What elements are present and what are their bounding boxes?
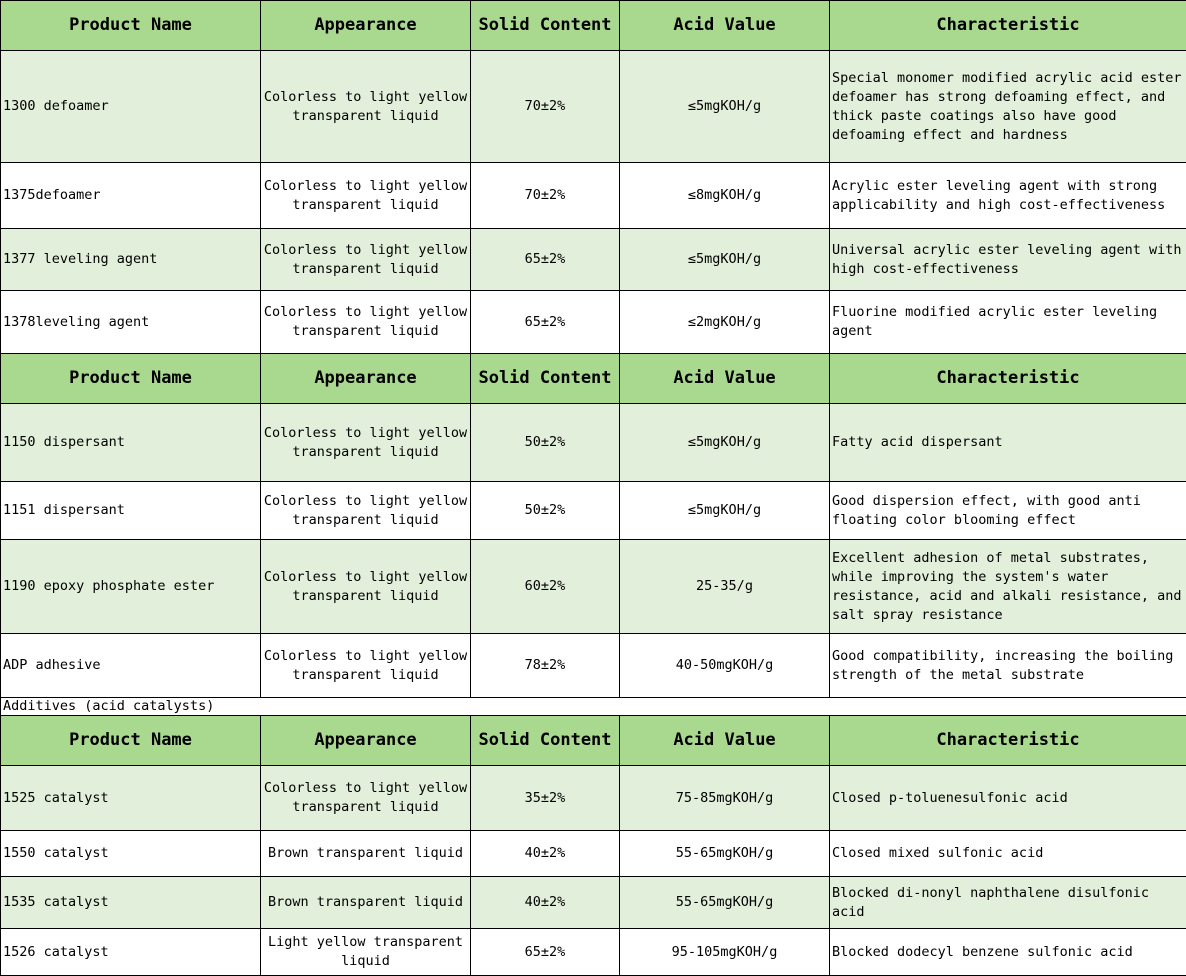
acid-value-cell: 40-50mgKOH/g — [620, 634, 830, 698]
header-solid-content: Solid Content — [471, 1, 620, 51]
header-solid-content: Solid Content — [471, 716, 620, 766]
appearance-cell: Brown transparent liquid — [261, 877, 471, 929]
section-title-row — [1, 698, 1186, 716]
header-appearance: Appearance — [261, 354, 471, 404]
appearance-cell: Colorless to light yellow transparent liquid — [261, 766, 471, 831]
acid-value-cell: 25-35/g — [620, 540, 830, 634]
product-name-cell: ADP adhesive — [1, 634, 261, 698]
characteristic-cell: Acrylic ester leveling agent with strong applicability and high cost-effectiveness — [830, 163, 1186, 229]
characteristic-cell: Good dispersion effect, with good anti floating color blooming effect — [830, 482, 1186, 540]
solid-content-cell: 70±2% — [471, 163, 620, 229]
section-title: Additives (acid catalysts) — [1, 698, 1186, 716]
appearance-cell: Colorless to light yellow transparent liquid — [261, 482, 471, 540]
appearance-cell: Colorless to light yellow transparent liquid — [261, 540, 471, 634]
table-row — [1, 229, 1186, 291]
product-name-cell: 1526 catalyst — [1, 929, 261, 976]
acid-value-cell: ≤8mgKOH/g — [620, 163, 830, 229]
solid-content-cell: 70±2% — [471, 51, 620, 163]
table-row — [1, 291, 1186, 354]
appearance-cell: Colorless to light yellow transparent liquid — [261, 51, 471, 163]
acid-value-cell: 55-65mgKOH/g — [620, 877, 830, 929]
appearance-cell: Colorless to light yellow transparent liquid — [261, 291, 471, 354]
acid-value-cell: 55-65mgKOH/g — [620, 831, 830, 877]
product-name-cell: 1151 dispersant — [1, 482, 261, 540]
appearance-cell: Colorless to light yellow transparent liquid — [261, 163, 471, 229]
table-row — [1, 766, 1186, 831]
header-product-name: Product Name — [1, 354, 261, 404]
solid-content-cell: 35±2% — [471, 766, 620, 831]
header-row — [1, 354, 1186, 404]
acid-value-cell: ≤5mgKOH/g — [620, 229, 830, 291]
product-name-cell: 1377 leveling agent — [1, 229, 261, 291]
appearance-cell: Brown transparent liquid — [261, 831, 471, 877]
characteristic-cell: Closed mixed sulfonic acid — [830, 831, 1186, 877]
acid-value-cell: ≤5mgKOH/g — [620, 482, 830, 540]
header-row — [1, 1, 1186, 51]
characteristic-cell: Blocked dodecyl benzene sulfonic acid — [830, 929, 1186, 976]
table-row — [1, 51, 1186, 163]
header-product-name: Product Name — [1, 716, 261, 766]
acid-value-cell: ≤5mgKOH/g — [620, 404, 830, 482]
header-acid-value: Acid Value — [620, 354, 830, 404]
table-row — [1, 877, 1186, 929]
table-row — [1, 540, 1186, 634]
table-row — [1, 929, 1186, 976]
solid-content-cell: 50±2% — [471, 482, 620, 540]
product-name-cell: 1190 epoxy phosphate ester — [1, 540, 261, 634]
header-appearance: Appearance — [261, 1, 471, 51]
solid-content-cell: 40±2% — [471, 831, 620, 877]
solid-content-cell: 50±2% — [471, 404, 620, 482]
product-name-cell: 1378leveling agent — [1, 291, 261, 354]
product-name-cell: 1150 dispersant — [1, 404, 261, 482]
acid-value-cell: ≤2mgKOH/g — [620, 291, 830, 354]
table-row — [1, 831, 1186, 877]
header-acid-value: Acid Value — [620, 716, 830, 766]
solid-content-cell: 65±2% — [471, 229, 620, 291]
product-name-cell: 1300 defoamer — [1, 51, 261, 163]
acid-value-cell: 75-85mgKOH/g — [620, 766, 830, 831]
product-name-cell: 1550 catalyst — [1, 831, 261, 877]
characteristic-cell: Fluorine modified acrylic ester leveling agent — [830, 291, 1186, 354]
header-characteristic: Characteristic — [830, 354, 1186, 404]
characteristic-cell: Excellent adhesion of metal substrates, while improving the system's water resistance, acid and alkali resistance, and salt spray resistance — [830, 540, 1186, 634]
solid-content-cell: 40±2% — [471, 877, 620, 929]
header-appearance: Appearance — [261, 716, 471, 766]
appearance-cell: Colorless to light yellow transparent liquid — [261, 404, 471, 482]
characteristic-cell: Fatty acid dispersant — [830, 404, 1186, 482]
characteristic-cell: Blocked di-nonyl naphthalene disulfonic acid — [830, 877, 1186, 929]
table-row — [1, 634, 1186, 698]
appearance-cell: Light yellow transparent liquid — [261, 929, 471, 976]
header-solid-content: Solid Content — [471, 354, 620, 404]
appearance-cell: Colorless to light yellow transparent liquid — [261, 229, 471, 291]
header-characteristic: Characteristic — [830, 716, 1186, 766]
solid-content-cell: 78±2% — [471, 634, 620, 698]
characteristic-cell: Good compatibility, increasing the boiling strength of the metal substrate — [830, 634, 1186, 698]
characteristic-cell: Universal acrylic ester leveling agent with high cost-effectiveness — [830, 229, 1186, 291]
product-name-cell: 1535 catalyst — [1, 877, 261, 929]
product-name-cell: 1525 catalyst — [1, 766, 261, 831]
acid-value-cell: ≤5mgKOH/g — [620, 51, 830, 163]
solid-content-cell: 60±2% — [471, 540, 620, 634]
solid-content-cell: 65±2% — [471, 929, 620, 976]
characteristic-cell: Closed p-toluenesulfonic acid — [830, 766, 1186, 831]
appearance-cell: Colorless to light yellow transparent liquid — [261, 634, 471, 698]
product-name-cell: 1375defoamer — [1, 163, 261, 229]
characteristic-cell: Special monomer modified acrylic acid ester defoamer has strong defoaming effect, and thick paste coatings also have good defoaming effect and hardness — [830, 51, 1186, 163]
header-characteristic: Characteristic — [830, 1, 1186, 51]
table-row — [1, 482, 1186, 540]
table-row — [1, 163, 1186, 229]
header-row — [1, 716, 1186, 766]
table-row — [1, 404, 1186, 482]
header-product-name: Product Name — [1, 1, 261, 51]
acid-value-cell: 95-105mgKOH/g — [620, 929, 830, 976]
header-acid-value: Acid Value — [620, 1, 830, 51]
solid-content-cell: 65±2% — [471, 291, 620, 354]
